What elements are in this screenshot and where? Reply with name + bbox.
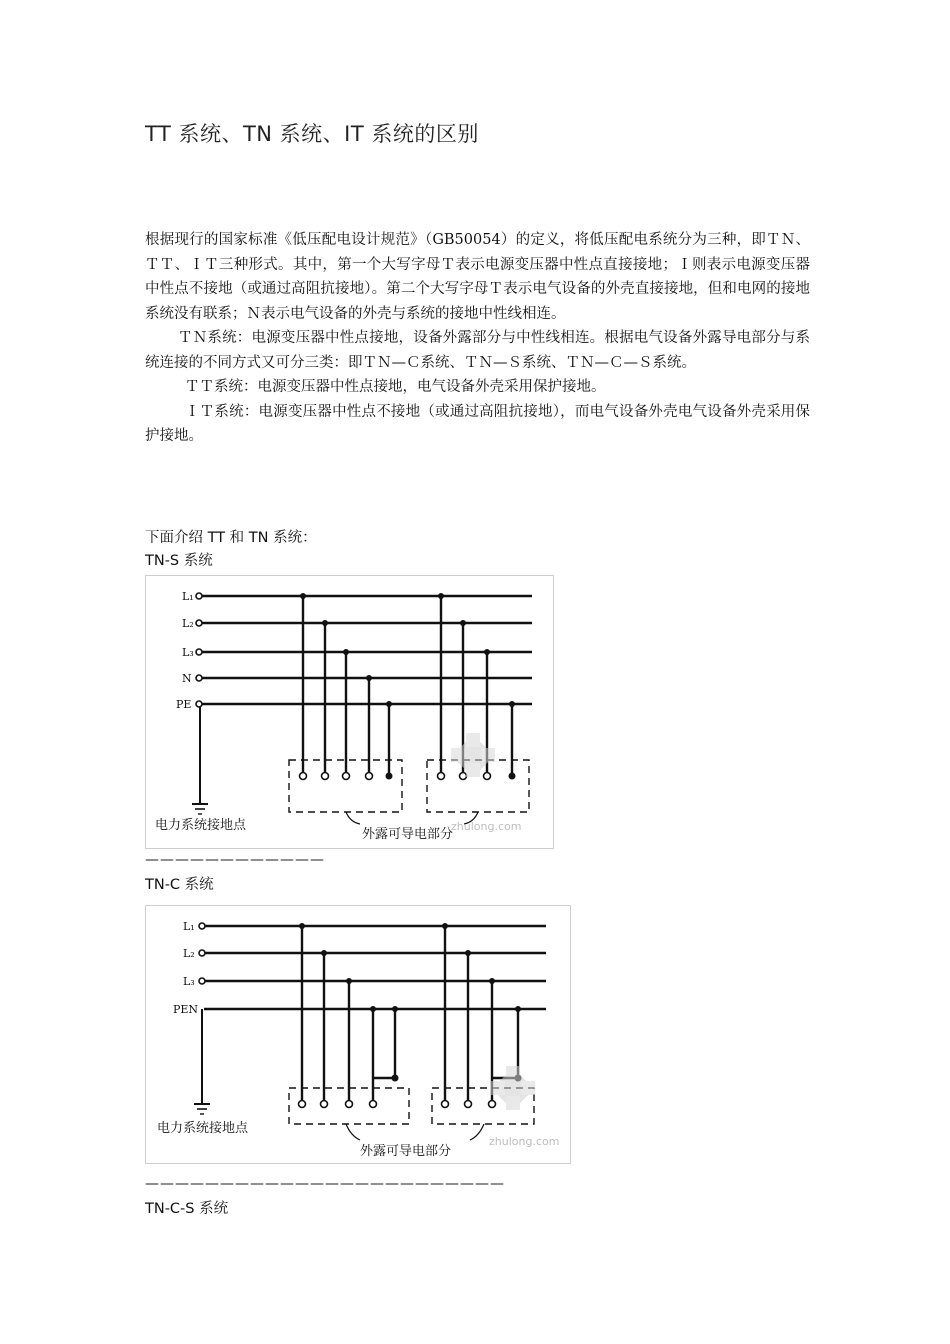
tnc-line-l3: L₃ [183, 975, 195, 988]
tnc-exposed-label: 外露可导电部分 [360, 1144, 452, 1159]
section-tns-heading: TN-S 系统 [145, 553, 213, 569]
tns-line-l2: L₂ [182, 617, 194, 630]
tns-diagram-svg [146, 576, 553, 848]
separator-short: ———————————— [145, 852, 325, 868]
intro-text: 下面介绍 TT 和 TN 系统： [145, 530, 317, 546]
separator-long: ———————————————————————— [145, 1176, 505, 1192]
section-tncs-heading: TN-C-S 系统 [145, 1201, 229, 1217]
paragraph-it: ＩＴ系统：电源变压器中性点不接地（或通过高阻抗接地），而电气设备外壳电气设备外壳采用保护接地。 [145, 403, 810, 444]
tnc-line-l1: L₁ [183, 920, 195, 933]
tnc-diagram-svg [146, 906, 570, 1163]
paragraph-definition: 根据现行的国家标准《低压配电设计规范》（GB50054）的定义，将低压配电系统分为三种，即ＴＮ、ＴＴ、ＩＴ三种形式。其中，第一个大写字母Ｔ表示电源变压器中性点直接接地；Ｉ则表示电源变压器中性点不接地（或通过高阻抗接地）。第二个大写字母Ｔ表示电气设备的外壳直接接地，但和电网的接地系统没有联系；Ｎ表示电气设备的外壳与系统的接地中性线相连。 [145, 232, 810, 322]
body-text [145, 228, 810, 449]
tnc-diagram [145, 905, 571, 1164]
tns-diagram [145, 575, 554, 849]
paragraph-tt: ＴＴ系统：电源变压器中性点接地，电气设备外壳采用保护接地。 [185, 379, 606, 395]
tns-line-l1: L₁ [182, 590, 194, 603]
tnc-line-pen: PEN [173, 1003, 199, 1016]
tns-line-pe: PE [176, 698, 192, 711]
tns-line-n: N [182, 672, 192, 685]
tns-ground-label: 电力系统接地点 [155, 818, 247, 833]
tnc-watermark: zhulong.com [489, 1135, 560, 1148]
tns-exposed-label: 外露可导电部分 [362, 827, 454, 842]
tnc-ground-label: 电力系统接地点 [157, 1121, 249, 1136]
paragraph-tn: ＴＮ系统：电源变压器中性点接地，设备外露部分与中性线相连。根据电气设备外露导电部分与系统连接的不同方式又可分三类：即ＴＮ—Ｃ系统、ＴＮ—Ｓ系统、ＴＮ—Ｃ—Ｓ系统。 [145, 330, 810, 371]
tns-watermark: zhulong.com [451, 820, 522, 833]
page-title: TT 系统、TN 系统、IT 系统的区别 [145, 122, 479, 146]
tnc-line-l2: L₂ [183, 947, 195, 960]
tns-line-l3: L₃ [182, 646, 194, 659]
section-tnc-heading: TN-C 系统 [145, 877, 214, 893]
